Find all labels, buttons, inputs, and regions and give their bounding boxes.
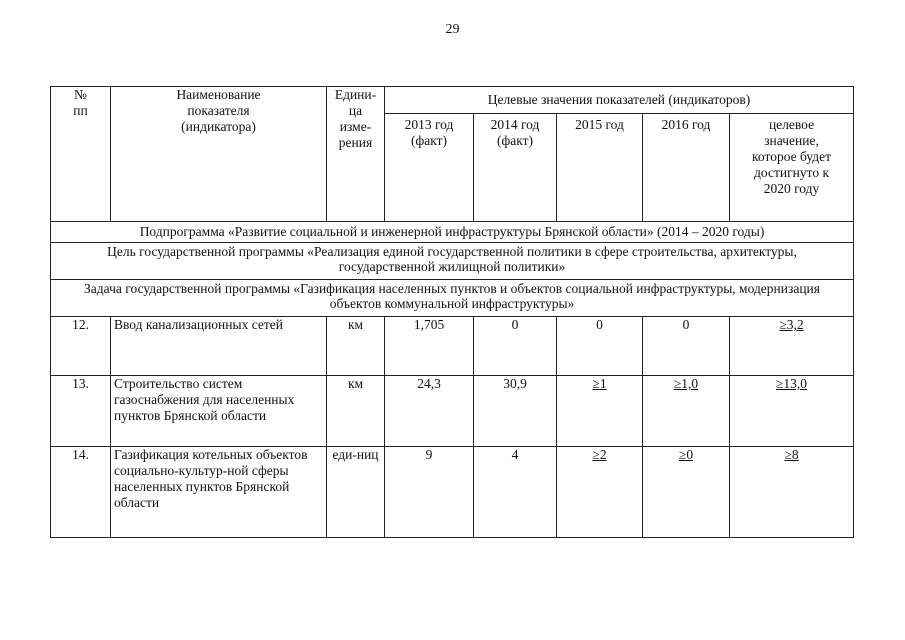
header-year-2013: 2013 год (факт) bbox=[385, 114, 474, 222]
goal-row bbox=[51, 243, 854, 280]
task-row bbox=[51, 280, 854, 317]
row-value-2014: 4 bbox=[474, 447, 557, 538]
header-year-2014: 2014 год (факт) bbox=[474, 114, 557, 222]
row-num: 13. bbox=[51, 376, 111, 447]
task-text: Задача государственной программы «Газификация населенных пунктов и объектов социальной инфраструктуры, модернизация объектов коммунальной инфраструктуры» bbox=[51, 280, 854, 317]
goal-text: Цель государственной программы «Реализация единой государственной политики в сфере строительства, архитектуры, государственной жилищной политики» bbox=[51, 243, 854, 280]
row-name: Ввод канализационных сетей bbox=[111, 317, 327, 376]
indicators-table bbox=[50, 86, 854, 538]
table-row bbox=[51, 376, 854, 447]
row-value-2016: ≥0 bbox=[643, 447, 730, 538]
row-value-2020: ≥3,2 bbox=[730, 317, 854, 376]
header-unit: Едини- ца изме- рения bbox=[327, 87, 385, 222]
row-name: Строительство систем газоснабжения для населенных пунктов Брянской области bbox=[111, 376, 327, 447]
row-value-2015: 0 bbox=[557, 317, 643, 376]
row-unit: еди-ниц bbox=[327, 447, 385, 538]
row-name: Газификация котельных объектов социально-культур-ной сферы населенных пунктов Брянской области bbox=[111, 447, 327, 538]
row-num: 14. bbox=[51, 447, 111, 538]
row-value-2014: 30,9 bbox=[474, 376, 557, 447]
row-value-2016: ≥1,0 bbox=[643, 376, 730, 447]
row-value-2013: 24,3 bbox=[385, 376, 474, 447]
row-value-2015: ≥2 bbox=[557, 447, 643, 538]
row-unit: км bbox=[327, 317, 385, 376]
header-name: Наименование показателя (индикатора) bbox=[111, 87, 327, 222]
header-target-2020: целевое значение, которое будет достигнуто к 2020 году bbox=[730, 114, 854, 222]
page-number: 29 bbox=[445, 22, 460, 37]
row-value-2014: 0 bbox=[474, 317, 557, 376]
row-value-2015: ≥1 bbox=[557, 376, 643, 447]
subprogram-title: Подпрограмма «Развитие социальной и инженерной инфраструктуры Брянской области» (2014 – 2020 годы) bbox=[51, 222, 854, 243]
subprogram-row bbox=[51, 222, 854, 243]
header-targets: Целевые значения показателей (индикаторов) bbox=[385, 87, 854, 114]
row-unit: км bbox=[327, 376, 385, 447]
table-row bbox=[51, 447, 854, 538]
header-year-2016: 2016 год bbox=[643, 114, 730, 222]
row-value-2013: 9 bbox=[385, 447, 474, 538]
row-value-2016: 0 bbox=[643, 317, 730, 376]
row-value-2020: ≥8 bbox=[730, 447, 854, 538]
header-year-2015: 2015 год bbox=[557, 114, 643, 222]
row-value-2013: 1,705 bbox=[385, 317, 474, 376]
row-num: 12. bbox=[51, 317, 111, 376]
header-row-1 bbox=[51, 87, 854, 114]
row-value-2020: ≥13,0 bbox=[730, 376, 854, 447]
header-num: № пп bbox=[51, 87, 111, 222]
table-row bbox=[51, 317, 854, 376]
